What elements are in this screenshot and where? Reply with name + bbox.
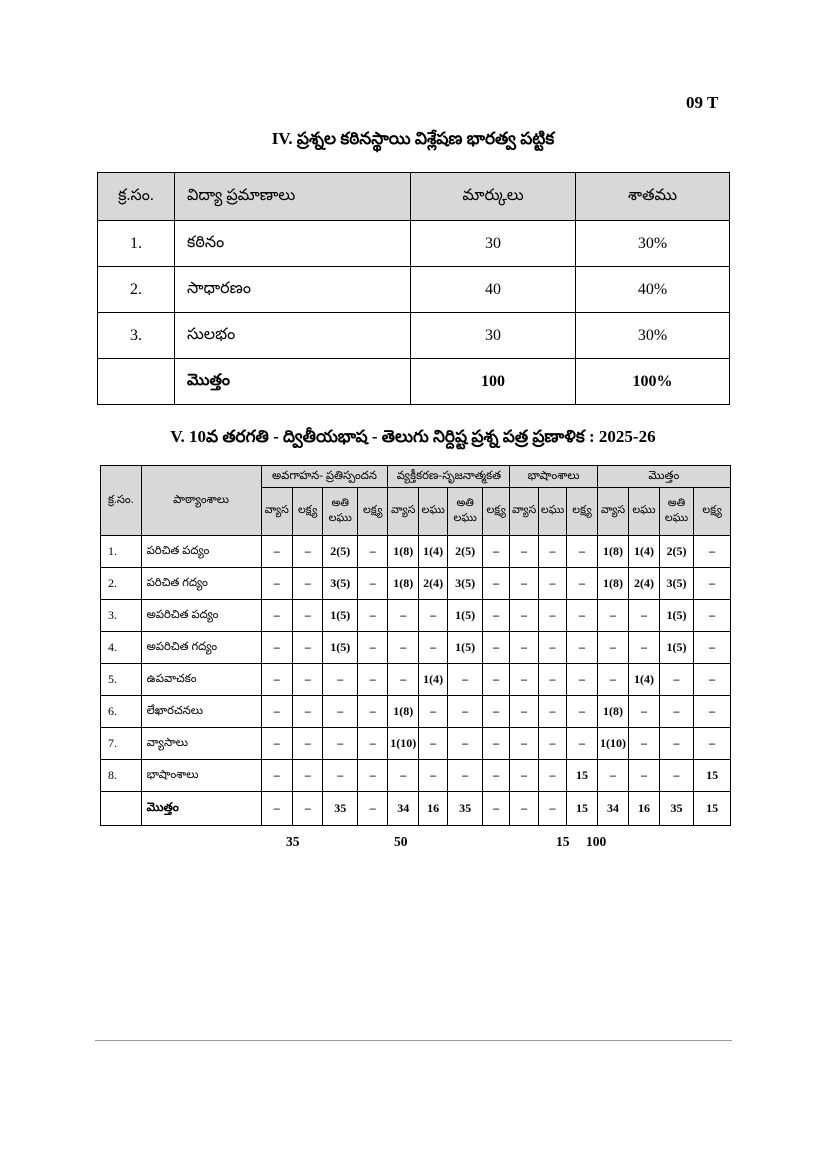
lesson-cell: భాషాంశాలు [141,760,261,792]
grid-cell: – [694,568,731,600]
grid-cell: – [261,696,292,728]
grid-cell: – [261,664,292,696]
t1-header-standard: విద్యా ప్రమాణాలు [175,173,411,221]
grid-cell: – [357,728,387,760]
sno-cell: 4. [101,632,142,664]
grid-cell: – [482,600,509,632]
group-header-language: భాషాంశాలు [510,466,597,488]
group-header-expression: వ్యక్తీకరణ-సృజనాత్మకత [388,466,510,488]
grid-cell: – [418,600,447,632]
percent-cell: 30% [576,313,730,359]
grid-cell: – [629,600,659,632]
standard-cell: కఠినం [175,221,411,267]
grid-cell: – [261,728,292,760]
standard-cell: సులభం [175,313,411,359]
grid-cell: 1(5) [323,632,358,664]
grid-cell: – [510,728,538,760]
grid-cell: – [629,632,659,664]
grid-cell: – [567,664,597,696]
grid-cell: 1(4) [629,664,659,696]
grid-cell: – [388,600,418,632]
grid-cell: – [629,728,659,760]
grid-cell: – [357,696,387,728]
grid-cell: 1(10) [597,728,628,760]
t2-header-sno: క్ర.సం. [101,466,142,536]
grid-cell: – [538,792,566,826]
table-row [101,696,731,728]
lesson-cell: అపరిచిత గద్యం [141,632,261,664]
sno-cell: 6. [101,696,142,728]
grid-cell: – [388,632,418,664]
grid-cell: – [597,600,628,632]
grid-cell: – [567,728,597,760]
table-row [101,728,731,760]
grid-cell: – [694,632,731,664]
table-row [98,267,730,313]
grid-cell: – [261,632,292,664]
grid-cell: – [261,792,292,826]
section-v-title: V. 10వ తరగతి - ద్వితీయభాష - తెలుగు నిర్దిష్ట ప్రశ్న పత్ర ప్రణాళిక : 2025-26 [170,427,656,446]
lesson-cell: లేఖారచనలు [141,696,261,728]
sno-cell: 8. [101,760,142,792]
page-number: 09 T [686,93,719,112]
grid-cell: – [292,568,322,600]
grid-cell: – [510,760,538,792]
grid-cell: – [482,568,509,600]
grid-cell: 2(5) [659,536,694,568]
subheader-cell: లక్ష్య [482,488,509,536]
sno-cell: 5. [101,664,142,696]
sno-cell: 7. [101,728,142,760]
table-row [101,664,731,696]
sno-cell: 3. [98,313,175,359]
subheader-cell: లఘు [418,488,447,536]
grid-cell: – [357,536,387,568]
lesson-cell: అపరిచిత పద్యం [141,600,261,632]
grid-cell: – [567,696,597,728]
subheader-cell: లక్ష్య [292,488,322,536]
grid-cell: – [261,600,292,632]
marks-cell: 40 [411,267,576,313]
grid-cell: – [597,760,628,792]
grid-cell: 15 [694,792,731,826]
grid-cell: – [597,632,628,664]
grid-cell: 1(5) [448,632,483,664]
grid-cell: 16 [418,792,447,826]
grid-cell: – [292,536,322,568]
grid-cell: – [292,760,322,792]
grid-cell: – [510,664,538,696]
grid-cell: 1(5) [659,632,694,664]
grid-cell: – [482,664,509,696]
t1-header-sno: క్ర.సం. [98,173,175,221]
grid-cell: 3(5) [323,568,358,600]
grid-cell: – [538,632,566,664]
standard-cell: మొత్తం [175,359,411,405]
marks-cell: 30 [411,313,576,359]
grid-cell: 35 [323,792,358,826]
subheader-cell: అతి లఘు [659,488,694,536]
subheader-cell: వ్యాస [597,488,628,536]
section-iv-title: IV. ప్రశ్నల కఠినస్థాయి విశ్లేషణ భారత్వ పట్టిక [271,129,555,148]
grid-cell: – [510,632,538,664]
table-row [98,221,730,267]
grid-cell: – [357,632,387,664]
grid-cell: 1(8) [597,568,628,600]
table-row [101,536,731,568]
grid-cell: 1(8) [388,568,418,600]
grid-cell: 2(5) [448,536,483,568]
grid-cell: 1(5) [323,600,358,632]
grid-cell: 1(5) [448,600,483,632]
grid-cell: – [659,760,694,792]
grid-cell: – [323,664,358,696]
sno-cell [98,359,175,405]
grid-cell: – [418,760,447,792]
subheader-cell: వ్యాస [388,488,418,536]
grid-cell: – [357,664,387,696]
grid-cell: – [482,760,509,792]
percent-cell: 30% [576,221,730,267]
grid-cell: – [538,728,566,760]
table-row [101,600,731,632]
lesson-cell: పరిచిత పద్యం [141,536,261,568]
grid-cell: – [659,696,694,728]
grid-cell: 1(8) [388,536,418,568]
subheader-cell: లక్ష్య [567,488,597,536]
grid-cell: – [538,536,566,568]
grid-cell: – [567,568,597,600]
grid-cell: 15 [567,792,597,826]
grid-cell: – [482,632,509,664]
grid-cell: – [694,600,731,632]
grid-cell: 1(5) [659,600,694,632]
grid-cell: – [694,536,731,568]
grid-cell: – [510,568,538,600]
standard-cell: సాధారణం [175,267,411,313]
grid-cell: – [292,792,322,826]
table-header-row [98,173,730,221]
sno-cell: 3. [101,600,142,632]
grid-cell: – [261,760,292,792]
grid-cell: – [510,536,538,568]
grid-cell: – [292,632,322,664]
grid-cell: – [323,760,358,792]
section-total-language: 15 [556,834,570,849]
grid-cell: – [292,600,322,632]
grid-cell: – [261,568,292,600]
subheader-cell: అతి లఘు [323,488,358,536]
grid-cell: – [538,664,566,696]
grid-cell: – [418,632,447,664]
t1-header-percent: శాతము [576,173,730,221]
difficulty-weightage-table [97,172,730,405]
sno-cell: 2. [98,267,175,313]
grid-cell: – [357,568,387,600]
grid-cell: – [567,600,597,632]
percent-cell: 100% [576,359,730,405]
grid-cell: 16 [629,792,659,826]
lesson-cell: పరిచిత గద్యం [141,568,261,600]
subheader-cell: లక్ష్య [357,488,387,536]
section-total-expression: 50 [394,834,408,849]
table-row [101,632,731,664]
grid-cell: – [510,792,538,826]
grid-cell: – [538,760,566,792]
grid-cell: – [448,664,483,696]
grid-cell: – [538,568,566,600]
grid-cell: 15 [694,760,731,792]
grid-cell: – [418,696,447,728]
grid-cell: 1(4) [418,536,447,568]
grid-cell: – [694,728,731,760]
grid-cell: – [694,664,731,696]
grid-cell: – [448,760,483,792]
grid-cell: 1(10) [388,728,418,760]
grid-cell: – [357,792,387,826]
sno-cell: 1. [101,536,142,568]
table-row [98,313,730,359]
grid-cell: 35 [659,792,694,826]
group-header-total: మొత్తం [597,466,730,488]
grid-cell: – [323,728,358,760]
subheader-cell: లఘు [629,488,659,536]
grid-cell: – [567,632,597,664]
grid-cell: 1(4) [418,664,447,696]
grid-cell: – [448,696,483,728]
group-header-comprehension: అవగాహన- ప్రతిస్పందన [261,466,388,488]
subheader-cell: వ్యాస [261,488,292,536]
t2-header-lesson: పాఠ్యాంశాలు [141,466,261,536]
grid-cell: – [448,728,483,760]
grid-cell: 3(5) [448,568,483,600]
grid-cell: – [482,536,509,568]
grid-cell: 2(4) [418,568,447,600]
sno-cell [101,792,142,826]
marks-cell: 100 [411,359,576,405]
total-label-cell: మొత్తం [141,792,261,826]
grid-cell: 35 [448,792,483,826]
sno-cell: 1. [98,221,175,267]
grid-cell: – [482,792,509,826]
grid-cell: – [510,600,538,632]
grid-cell: – [629,760,659,792]
blueprint-table [100,465,731,826]
grid-cell: – [292,696,322,728]
grid-cell: – [292,728,322,760]
grid-cell: – [482,728,509,760]
lesson-cell: ఉపవాచకం [141,664,261,696]
table-row [101,568,731,600]
lesson-cell: వ్యాసాలు [141,728,261,760]
percent-cell: 40% [576,267,730,313]
grid-cell: 1(8) [597,536,628,568]
grid-cell: 34 [388,792,418,826]
grid-cell: 2(5) [323,536,358,568]
grid-cell: 1(8) [388,696,418,728]
grid-cell: – [418,728,447,760]
grid-cell: – [323,696,358,728]
grid-cell: 2(4) [629,568,659,600]
sno-cell: 2. [101,568,142,600]
subheader-cell: లఘు [538,488,566,536]
grid-cell: – [629,696,659,728]
grid-cell: – [261,536,292,568]
grid-cell: – [538,696,566,728]
grid-cell: – [510,696,538,728]
grid-cell: – [538,600,566,632]
grid-cell: – [659,728,694,760]
grid-cell: – [357,600,387,632]
footer-divider [95,1040,732,1041]
section-total-overall: 100 [586,834,607,849]
grid-cell: 15 [567,760,597,792]
grid-cell: – [567,536,597,568]
table-group-header-row [101,466,731,488]
grid-cell: 3(5) [659,568,694,600]
grid-cell: 1(4) [629,536,659,568]
t1-header-marks: మార్కులు [411,173,576,221]
grid-cell: – [357,760,387,792]
subheader-cell: వ్యాస [510,488,538,536]
grid-cell: – [659,664,694,696]
marks-cell: 30 [411,221,576,267]
grid-cell: 1(8) [597,696,628,728]
table-row [101,760,731,792]
grid-cell: – [388,760,418,792]
grid-cell: – [388,664,418,696]
grid-cell: – [597,664,628,696]
table-total-row [101,792,731,826]
grid-cell: – [292,664,322,696]
grid-cell: 34 [597,792,628,826]
subheader-cell: లక్ష్య [694,488,731,536]
section-total-comprehension: 35 [286,834,300,849]
grid-cell: – [694,696,731,728]
table-total-row [98,359,730,405]
grid-cell: – [482,696,509,728]
subheader-cell: అతి లఘు [448,488,483,536]
